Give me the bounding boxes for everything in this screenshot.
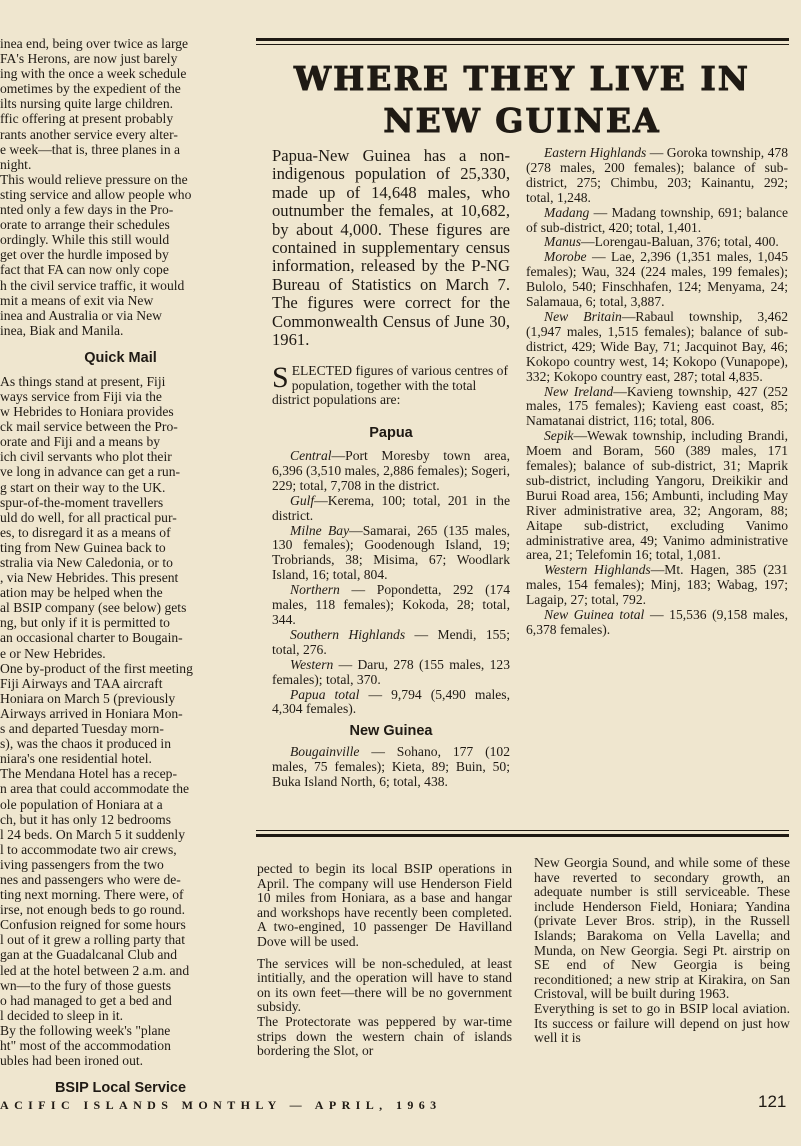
left-column-text-b [0,374,241,1068]
left-column-line: niara's one residential hotel. [0,751,152,767]
district-name: Papua total [290,686,360,702]
new-guinea-column [526,146,788,638]
left-column-line: get over the hurdle imposed by [0,247,169,263]
papua-entries [272,449,510,717]
feature-top-rule-thin [256,44,789,45]
left-column-line: s and departed Tuesday morn- [0,721,164,737]
left-column-line: FA's Herons, are now just barely [0,51,178,67]
district-entry [272,745,510,790]
feature-title-line-2: NEW GUINEA [383,101,661,140]
left-column-line: ole population of Honiara at a [0,796,163,812]
district-name: Gulf [290,492,315,508]
feature-intro [272,147,510,349]
left-column-line: g start on their way to the UK. [0,479,166,495]
district-entry [272,688,510,718]
district-figures: — Popondetta, 292 (174 males, 118 females); Kokoda, 28; total, 344. [272,582,510,627]
left-column-line: ing with the once a week schedule [0,66,187,82]
district-entry [526,206,788,236]
left-column-line: stralia via New Caledonia, or to [0,555,173,570]
left-column-line: uld do well, for all practical pur- [0,509,177,525]
district-figures: — 9,794 (5,490 males, 4,304 females). [272,686,510,717]
district-figures: — Goroka township, 478 (278 males, 200 females); balance of sub-district, 275; Chimbu, 203; Kainantu, 292; total, 1,248. [526,145,789,205]
district-name: Sepik [544,428,574,444]
feature-top-rule [256,38,789,41]
district-entry [272,628,510,658]
district-figures: —Wewak township, including Brandi, Moem and Boram, 560 (389 males, 171 females); balance of sub-district, 31; Maprik sub-district, including Yangoru, Dreikikir and Burui Road area, 156; Ambunti, including May River administrative area, 32; Angoram, 88; Aitape sub-district, excluding Vanimo administrative area, 49; Vanimo administrative area, 21; Telefomin 16; total, 1,081. [526,428,788,563]
left-column-line: gan at the Guadalcanal Club and [0,947,178,963]
left-column-line: h the civil service traffic, it would [0,277,185,293]
left-column-line: ways service from Fiji via the [0,388,162,404]
feature-title-line-1: WHERE THEY LIVE IN [294,59,750,98]
left-column-line: ck mail service between the Pro- [0,419,178,435]
district-figures: —Lorengau-Baluan, 376; total, 400. [581,234,779,250]
selected-figures-note [272,361,510,408]
district-figures: —Samarai, 265 (135 males, 130 females); Goodenough Island, 19; Trobriands, 38; Misima, 67; Woodlark Island, 16; total, 804. [272,522,511,583]
bottom-middle-column [257,862,512,1094]
bottom-right-column [534,856,790,1094]
district-name: Western Highlands [544,562,651,578]
new-guinea-entries-left [272,745,510,790]
left-column-line: nted only a few days in the Pro- [0,202,174,218]
district-figures: —Port Moresby town area, 6,396 (3,510 males, 2,886 females); Sogeri, 229; total, 7,708 in the district. [272,448,510,493]
heading-quick-mail: Quick Mail [84,349,157,366]
left-column-line: This would relieve pressure on the [0,171,188,187]
page-footer [0,1094,801,1116]
left-column-line: sting service and allow people who [0,186,192,202]
district-name: Morobe [544,249,587,265]
page-number: 121 [758,1092,787,1111]
left-column-line: ting from New Guinea back to [0,539,166,555]
district-entry [272,658,510,688]
left-column-line: ting next morning. There were, of [0,887,184,903]
heading-papua: Papua [369,425,413,441]
left-column-line: e or New Hebrides. [0,645,106,661]
feature-bottom-rule [256,834,789,837]
left-column-line: ch, but it has only 12 bedrooms [0,811,172,827]
district-entry [272,449,510,494]
district-entry [526,385,788,430]
district-name: Southern Highlands [290,626,406,642]
left-column-line: l decided to sleep in it. [0,1007,124,1023]
left-column-line: The Mendana Hotel has a recep- [0,766,178,782]
district-entry [272,583,510,628]
left-column-line: ffic offering at present probably [0,111,174,127]
left-column-line: al BSIP company (see below) gets [0,600,187,616]
district-figures: —Rabaul township, 3,462 (1,947 males, 1,515 females); balance of sub-district, 429; Wide Bay, 71; Jacquinot Bay, 46; Kokopo country west, 14; Kokopo (Vunapope), 332; Kokopo country east, 287; total 4,835. [526,308,788,384]
left-column-line: Honiara on March 5 (previously [0,690,176,706]
drop-cap: S [272,361,289,394]
district-name: Madang [544,204,590,220]
district-name: New Britain [544,308,622,324]
district-entry [272,524,510,584]
left-column-line: ng, but only if it is permitted to [0,615,170,631]
bottom-middle-paragraph-2: The services will be non-scheduled, at least intitially, and the operation will have to stand on its own feet—there will be no government subsidy. [257,955,512,1015]
district-entry [526,146,788,206]
district-name: Western [290,656,334,672]
district-name: Eastern Highlands [544,145,647,160]
district-entry [526,235,788,250]
left-column-line: s), was the chaos it produced in [0,736,172,752]
left-column-line: ation may be helped when the [0,585,163,601]
left-column-line: As things stand at present, Fiji [0,373,166,389]
district-entry [526,563,788,608]
left-column-line: , via New Hebrides. This present [0,570,179,586]
left-column-line: ometimes by the expedient of the [0,81,181,97]
left-column-line: One by-product of the first meeting [0,660,193,676]
left-column-text-a [0,36,241,338]
left-column-line: iving passengers from the two [0,856,164,872]
district-figures: — Daru, 278 (155 males, 123 females); total, 370. [272,656,510,687]
footer-masthead: ACIFIC ISLANDS MONTHLY — APRIL, 1963 [0,1098,442,1112]
left-column-line: inea, Biak and Manila. [0,322,124,338]
heading-bsip-local-service: BSIP Local Service [54,1080,187,1094]
district-name: Milne Bay [290,522,350,538]
feature-title [256,58,788,142]
left-column-line: Airways arrived in Honiara Mon- [0,705,183,721]
left-column-line: inea and Australia or via New [0,307,162,323]
left-column-line: ich civil servants who plot their [0,449,172,465]
district-figures: — Lae, 2,396 (1,351 males, 1,045 females); Wau, 324 (224 males, 199 females); Bulolo, 540; Finschhafen, 124; Menyama, 24; Salamaua, 6; total, 3,887. [526,249,788,310]
bottom-middle-paragraph-1: pected to begin its local BSIP operations in April. The company will use Henderson Field 10 miles from Honiara, as a base and hangar and workshops have recently been completed. A two-engined, 10 passenger De Havilland Dove will be used. [257,862,512,949]
district-name: Northern [290,582,340,598]
left-column-line: l out of it grew a rolling party that [0,932,185,948]
left-column-line: ve long in advance can get a run- [0,464,181,480]
left-column-line: By the following week's "plane [0,1022,171,1038]
left-column-line: n area that could accommodate the [0,781,190,797]
district-figures: — Sohano, 177 (102 males, 75 females); Kieta, 89; Buin, 50; Buka Island North, 6; total, 438. [272,744,510,790]
left-column-line: l to accommodate two air crews, [0,841,177,857]
left-column-line: fact that FA can now only cope [0,262,169,278]
left-column-line: an occasional charter to Bougain- [0,630,183,646]
heading-new-guinea: New Guinea [349,723,433,740]
left-column-line: irse, not enough beds to go round. [0,902,186,918]
left-column-line: ilts nursing quite large children. [0,96,174,112]
left-column-line: rants another service every alter- [0,126,178,142]
bottom-right-paragraph-2: Everything is set to go in BSIP local aviation. Its success or failure will depend on just how well it is [534,1000,790,1046]
district-figures: — Mendi, 155; total, 276. [272,626,510,657]
feature-bottom-rule-thin [256,830,789,831]
left-column-line: e week—that is, three planes in a [0,141,181,157]
left-column-line: ubles had been ironed out. [0,1053,144,1069]
selected-figures-text: ELECTED figures of various centres of population, together with the total district populations are: [272,363,508,407]
district-entry [526,608,788,638]
district-figures: — 15,536 (9,158 males, 6,378 females). [526,607,788,637]
left-column-line: spur-of-the-moment travellers [0,494,164,510]
left-column-line: ht" most of the accommodation [0,1038,171,1053]
bottom-middle-paragraph-3: The Protectorate was peppered by war-time strips down the western chain of islands bordering the Slot, or [257,1013,512,1059]
left-column-line: wn—to the fury of those guests [0,977,172,993]
district-name: New Guinea total [544,607,645,623]
district-name: Central [290,448,332,463]
left-column [0,36,241,1094]
left-column-line: orate and Fiji and a means by [0,434,161,450]
new-guinea-entries-right [526,146,788,638]
left-column-line: Confusion reigned for some hours [0,917,186,933]
left-column-line: Fiji Airways and TAA aircraft [0,675,163,691]
district-figures: — Madang township, 691; balance of sub-district, 420; total, 1,401. [526,204,788,235]
left-column-line: led at the hotel between 2 a.m. and [0,962,190,978]
district-entry [272,494,510,524]
left-column-line: o had managed to get a bed and [0,992,172,1008]
left-column-line: w Hebrides to Honiara provides [0,404,174,420]
left-column-line: mit a means of exit via New [0,292,154,308]
district-entry [526,310,788,385]
district-figures: —Kavieng township, 427 (252 males, 175 females); Kavieng east coast, 85; Namatanai district, 116; total, 806. [526,383,788,429]
left-column-line: orate to arrange their schedules [0,217,170,233]
left-column-line: l 24 beds. On March 5 it suddenly [0,826,186,842]
feature-intro-text: Papua-New Guinea has a non-indigenous population of 25,330, made up of 14,648 males, who outnumber the females, at 10,682, by about 4,000. These figures are contained in supplementary census information, released by the P-NG Bureau of Statistics on March 7. The figures were correct for the Commonwealth Census of June 30, 1961. [272,146,510,350]
left-column-line: nes and passengers who were de- [0,871,181,887]
district-name: Bougainville [290,744,360,760]
bottom-right-paragraph-1: New Georgia Sound, and while some of these have reverted to secondary growth, an adequate number is still serviceable. These include Henderson Field, Honiara; Yandina (private Lever Bros. strip), in the Russell Islands; Barakoma on Vella Lavella; and Munda, on New Georgia. Segi Pt. airstrip on SE end of New Georgia is being reconditioned; a new strip at Kirakira, on San Cristoval, will be built during 1963. [534,856,790,1002]
district-name: Manus [544,234,582,250]
left-column-line: ordingly. While this still would [0,232,170,248]
district-entry [526,250,788,310]
left-column-line: es, to disregard it as a means of [0,524,171,540]
district-entry [526,429,788,563]
papua-column [272,425,510,790]
district-figures: —Kerema, 100; total, 201 in the district. [272,492,510,523]
left-column-line: inea end, being over twice as large [0,36,189,51]
district-name: New Ireland [544,383,614,399]
district-figures: —Mt. Hagen, 385 (231 males, 154 females); Minj, 183; Wabag, 197; Lagaip, 27; total, 792. [526,562,788,608]
left-column-line: night. [0,156,32,172]
